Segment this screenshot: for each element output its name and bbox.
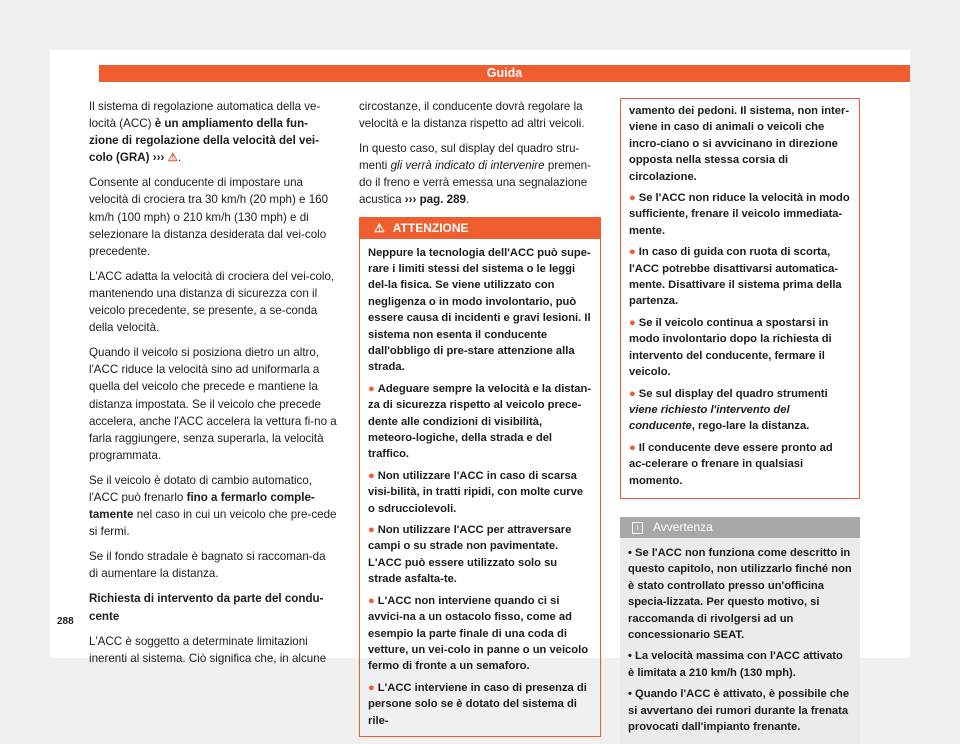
bullet-icon: ●: [368, 594, 375, 607]
display-text: In questo caso, sul display del quadro stru-menti: [359, 142, 580, 173]
warning-bullet: [629, 315, 852, 381]
column-1: [89, 98, 337, 675]
warning-bullet-text: Se il veicolo continua a spostarsi in modo involontario dopo la richiesta di intervento del conducente, fermare il veicolo.: [629, 316, 832, 379]
paragraph-circumstances: circostanze, il conducente dovrà regolare la velocità e la distanza rispetto ad altri veicoli.: [359, 100, 585, 131]
warning-bullet: [368, 680, 593, 729]
warning-triangle-icon: ⚠: [374, 220, 385, 235]
warning-bullet: [368, 593, 593, 675]
bullet-icon: ●: [368, 524, 375, 537]
paragraph-wet-road: Se il fondo stradale è bagnato si raccoman-da di aumentare la distanza.: [89, 550, 326, 581]
paragraph-automatic: [89, 472, 337, 540]
paragraph-limitations: L'ACC è soggetto a determinate limitazioni inerenti al sistema. Ciò significa che, in alcune: [89, 634, 327, 665]
display-end: .: [465, 193, 470, 207]
automatic-text-end: nel caso in cui un veicolo che pre-cede si fermi.: [89, 508, 337, 539]
bullet-icon: ●: [368, 382, 375, 395]
warning-box: [359, 217, 601, 737]
warning-bullet: [629, 244, 852, 310]
note-item-text: Quando l'ACC è attivato, è possibile che si avvertano dei rumori durante la frenata provocati dall'impianto frenante.: [628, 688, 850, 733]
bullet-icon: •: [628, 546, 632, 559]
warning-bullet-text: Non utilizzare l'ACC in caso di scarsa visi-bilità, in tratti ripidi, con molte curve o sdrucciolevoli.: [368, 469, 584, 515]
display-italic-text: gli verrà indicato di intervenire: [390, 159, 545, 173]
warning-bullet: [629, 190, 852, 239]
warning-bullet-text-end: , rego-lare la distanza.: [691, 420, 810, 433]
warning-bullet-text: Se l'ACC non riduce la velocità in modo sufficiente, frenare il veicolo immediata-mente.: [629, 192, 850, 237]
subheading-driver-intervention: Richiesta di intervento da parte del condu-cente: [89, 592, 324, 623]
page-reference-link[interactable]: ››› pag. 289: [404, 193, 466, 207]
display-text-cont: premen-do il freno e verrà emessa una segnalazione acustica: [359, 159, 591, 207]
paragraph-follow: Quando il veicolo si posiziona dietro un altro, l'ACC riduce la velocità sino ad uniformarla a quella del veicolo che precede e mantiene la distanza impostata. Se il veicolo che precede accelera, anche l'ACC accelera la vettura fi-no a farla raggiungere, senza superarla, la velocità programmata.: [89, 346, 337, 462]
intro-bold-text: è un ampliamento della fun-zione di regolazione della velocità del vei-colo (GRA) ›››: [89, 117, 320, 165]
note-title: Avvertenza: [653, 519, 713, 534]
note-item: [628, 686, 852, 735]
warning-bullet: [629, 440, 852, 489]
warning-title: ATTENZIONE: [392, 220, 469, 235]
note-item: [628, 648, 852, 681]
warning-intro: Neppure la tecnologia dell'ACC può supe-rare i limiti stessi del sistema o le leggi del-la fisica. Se viene utilizzato con negligenza o in modo involontario, può essere causa di incidenti e gravi lesioni. Il sistema non esenta il conducente dall'obbligo di pre-stare attenzione alla strada.: [368, 246, 591, 374]
intro-paragraph: [89, 98, 337, 166]
warning-bullet: [368, 381, 593, 463]
note-box-body: [620, 538, 860, 744]
paragraph-speed-range: Consente al conducente di impostare una velocità di crociera tra 30 km/h (20 mph) e 160 km/h (100 mph) o 210 km/h (130 mph) e di selezionare la distanza desiderata dal vei-colo precedente.: [89, 176, 329, 258]
bullet-icon: ●: [629, 192, 636, 205]
manual-page: [50, 50, 910, 733]
paragraph-adapt: L'ACC adatta la velocità di crociera del vei-colo, mantenendo una distanza di sicurezza con il veicolo precedente, se presente, a se-conda della velocità.: [89, 269, 335, 335]
bullet-icon: •: [628, 650, 632, 663]
info-icon: i: [632, 522, 643, 534]
column-2: [359, 98, 601, 737]
automatic-bold-text: fino a fermarlo comple-tamente: [89, 490, 315, 522]
warning-bullet-text: Adeguare sempre la velocità e la distan-za di sicurezza rispetto al veicolo prece-dente alle condizioni di visibilità, meteoro-logiche, della strada e del traffico.: [368, 382, 592, 461]
warning-bullet-text: L'ACC interviene in caso di presenza di persone solo se è dotato del sistema di rile-: [368, 681, 587, 727]
paragraph-display: [359, 140, 601, 208]
bullet-icon: ●: [368, 681, 375, 694]
bullet-icon: •: [628, 688, 632, 701]
bullet-icon: ●: [368, 469, 375, 482]
warning-triangle-icon[interactable]: ⚠: [167, 151, 178, 165]
bullet-icon: ●: [629, 246, 636, 259]
bullet-icon: ●: [629, 441, 636, 454]
section-header: Guida: [99, 65, 910, 82]
warning-box-header: [360, 218, 600, 239]
intro-end: .: [177, 151, 182, 165]
note-box: [620, 517, 860, 744]
page-number: 288: [57, 616, 74, 627]
warning-bullet: [629, 386, 852, 435]
note-box-header: [620, 517, 860, 538]
warning-bullet-text: Se sul display del quadro strumenti: [638, 387, 828, 400]
note-item: [628, 545, 852, 643]
automatic-text: Se il veicolo è dotato di cambio automatico, l'ACC può frenarlo: [89, 473, 312, 504]
warning-bullet-text: Non utilizzare l'ACC per attraversare campi o su strade non pavimentate. L'ACC può essere utilizzato solo su strade asfalta-te.: [368, 524, 572, 586]
warning-bullet: [368, 522, 593, 588]
note-item-text: Se l'ACC non funziona come descritto in questo capitolo, non utilizzarlo finché non è stato controllato presso un'officina specia-lizzata. Per questo motivo, si raccomanda di rivolgersi ad un concessionario SEAT.: [628, 546, 852, 641]
warning-continued-text: vamento dei pedoni. Il sistema, non inter-viene in caso di animali o veicoli che incro-ciano o si avvicinano in direzione opposta nella stessa corsia di circolazione.: [629, 105, 850, 183]
warning-bullet: [368, 468, 593, 517]
warning-bullet-text: L'ACC non interviene quando ci si avvici-na a un ostacolo fisso, come ad esempio la parte finale di una coda di vetture, un vei-colo in panne o un veicolo fermo di fronte a un semaforo.: [368, 594, 589, 673]
bullet-icon: ●: [629, 387, 636, 400]
warning-bullet-text: Il conducente deve essere pronto ad ac-celerare o frenare in qualsiasi momento.: [629, 441, 833, 487]
warning-bullet-text: In caso di guida con ruota di scorta, l'ACC potrebbe disattivarsi automatica-mente. Disattivare il sistema prima della partenza.: [629, 246, 842, 308]
bullet-icon: ●: [629, 316, 636, 329]
note-item-text: La velocità massima con l'ACC attivato è limitata a 210 km/h (130 mph).: [628, 650, 843, 679]
column-3: [620, 98, 860, 744]
warning-box-body: [360, 239, 600, 736]
intro-text: Il sistema di regolazione automatica della ve-locità (ACC): [89, 100, 321, 131]
warning-bullet-italic: viene richiesto l'intervento del conducente: [629, 403, 790, 433]
warning-box-continued: [620, 98, 860, 499]
